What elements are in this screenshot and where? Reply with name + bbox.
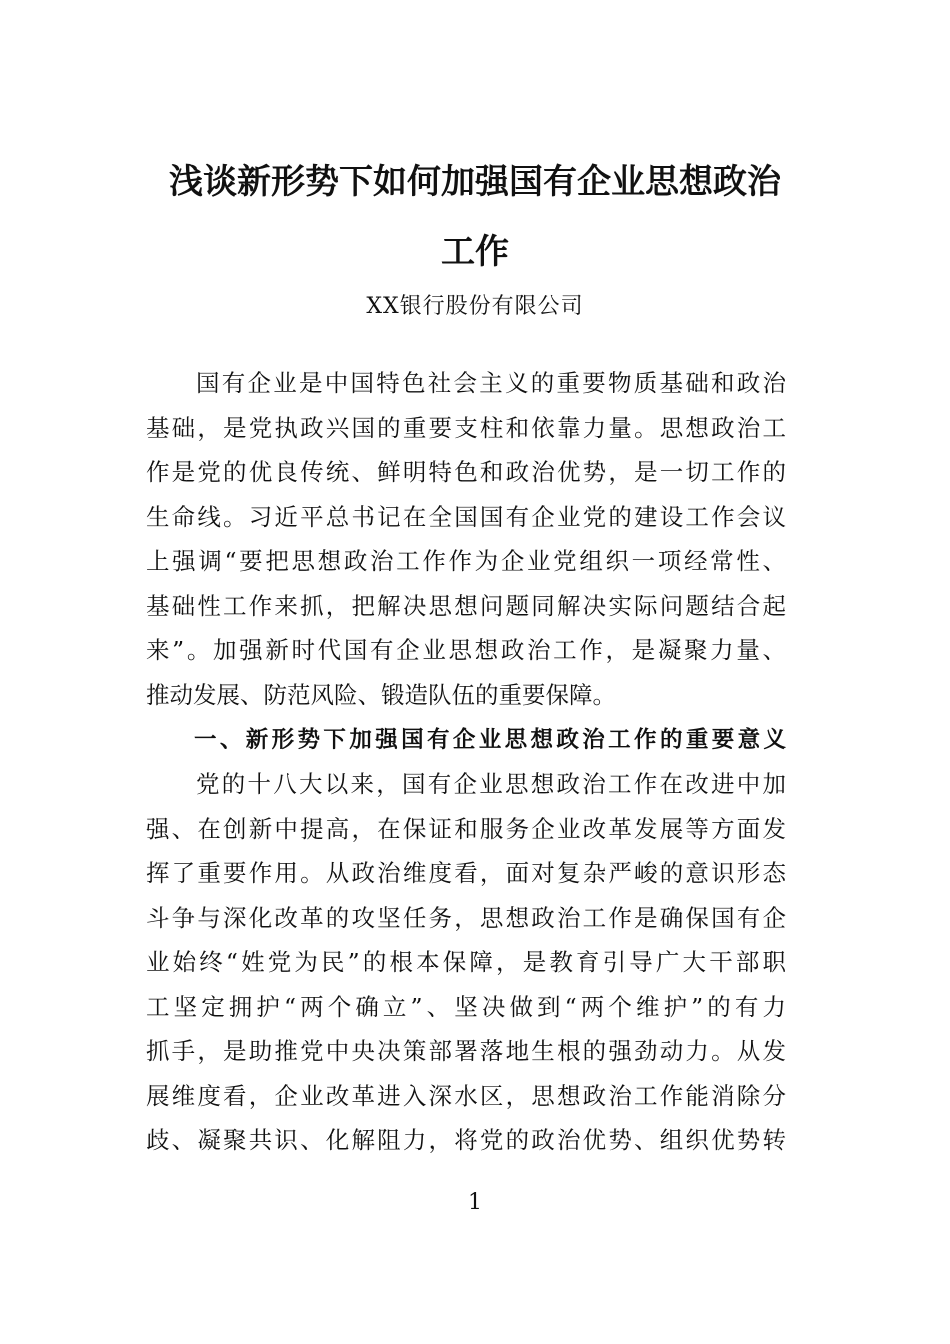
document-title-line-2: 工作 <box>441 232 509 272</box>
paragraph-line: 上强调“要把思想政治工作作为企业党组织一项经常性、 <box>146 547 786 575</box>
paragraph-line: 抓手，是助推党中央决策部署落地生根的强劲动力。从发 <box>146 1037 786 1065</box>
paragraph-line: 国有企业是中国特色社会主义的重要物质基础和政治 <box>196 369 786 397</box>
paragraph-line: 基础性工作来抓，把解决思想问题同解决实际问题结合起 <box>146 592 786 620</box>
page-number: 1 <box>468 1190 482 1215</box>
paragraph-line: 展维度看，企业改革进入深水区，思想政治工作能消除分 <box>146 1082 786 1110</box>
paragraph-line: 歧、凝聚共识、化解阻力，将党的政治优势、组织优势转 <box>146 1126 786 1154</box>
paragraph-line: 作是党的优良传统、鲜明特色和政治优势，是一切工作的 <box>146 458 786 486</box>
paragraph-line: 工坚定拥护“两个确立”、坚决做到“两个维护”的有力 <box>146 993 786 1021</box>
paragraph-line: 挥了重要作用。从政治维度看，面对复杂严峻的意识形态 <box>146 859 786 887</box>
document-author: XX银行股份有限公司 <box>366 294 584 319</box>
paragraph-line: 业始终“姓党为民”的根本保障，是教育引导广大干部职 <box>146 948 786 976</box>
section-heading: 一、新形势下加强国有企业思想政治工作的重要意义 <box>194 727 786 753</box>
paragraph-line: 强、在创新中提高，在保证和服务企业改革发展等方面发 <box>146 815 786 843</box>
paragraph-line: 来”。加强新时代国有企业思想政治工作，是凝聚力量、 <box>146 636 786 664</box>
paragraph-line: 生命线。习近平总书记在全国国有企业党的建设工作会议 <box>146 503 786 531</box>
paragraph-line: 斗争与深化改革的攻坚任务，思想政治工作是确保国有企 <box>146 904 786 932</box>
paragraph-line: 党的十八大以来，国有企业思想政治工作在改进中加 <box>196 770 786 798</box>
document-title-line-1: 浅谈新形势下如何加强国有企业思想政治 <box>169 162 781 202</box>
paragraph-line: 基础，是党执政兴国的重要支柱和依靠力量。思想政治工 <box>146 414 786 442</box>
paragraph-line: 推动发展、防范风险、锻造队伍的重要保障。 <box>146 681 616 709</box>
